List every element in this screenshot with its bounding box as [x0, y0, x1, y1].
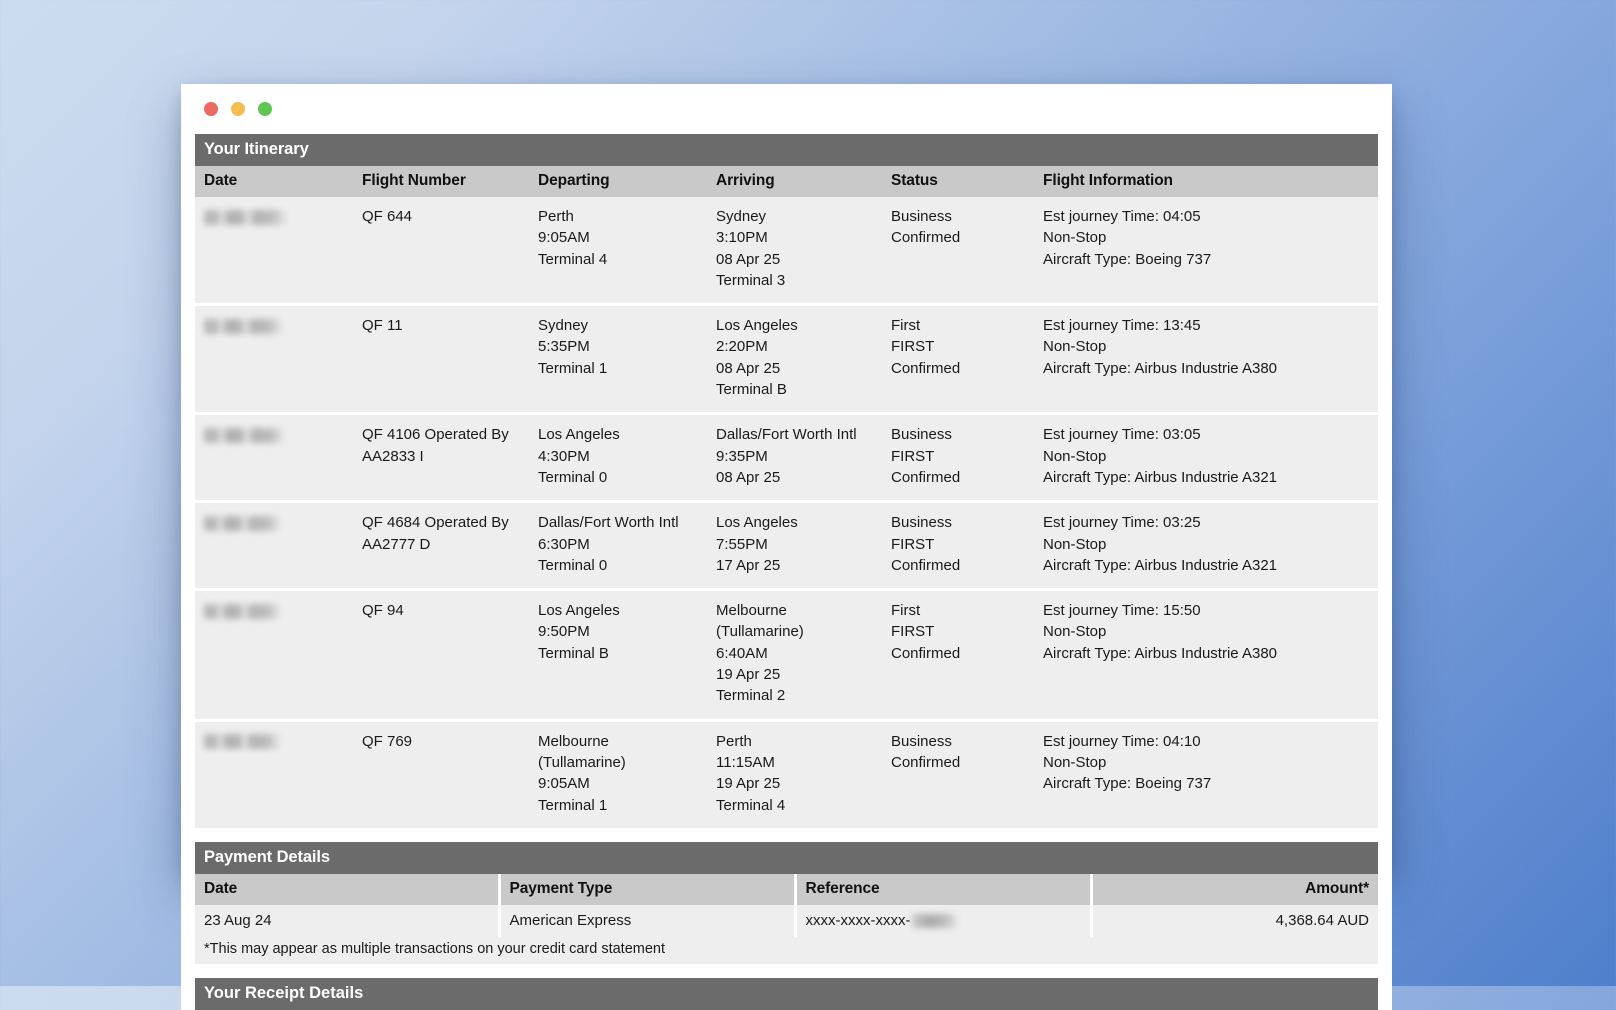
itinerary-arriving-line: Sydney [716, 208, 767, 225]
minimize-window-icon[interactable] [231, 102, 245, 116]
itinerary-arriving-line: (Tullamarine) [716, 623, 804, 641]
payment-date-value: 23 Aug 24 [195, 905, 499, 937]
itinerary-flight-information-line: Non-Stop [1043, 623, 1107, 641]
itinerary-departing-line: Dallas/Fort Worth Intl [538, 514, 679, 532]
itinerary-flight-number-line: AA2833 I [362, 447, 424, 465]
itinerary-flight-number-line: QF 94 [362, 602, 404, 620]
itinerary-date-redacted [204, 428, 284, 443]
itinerary-status-line: Business [891, 426, 952, 444]
payment-table [195, 874, 1378, 937]
payment-section [195, 842, 1378, 964]
itinerary-arriving [707, 305, 882, 414]
payment-col-type: Payment Type [499, 874, 795, 905]
itinerary-departing-line: Terminal 1 [538, 796, 608, 814]
itinerary-departing-line: Los Angeles [538, 426, 620, 444]
itinerary-flight-information-line: Est journey Time: 03:25 [1043, 514, 1201, 532]
itinerary-date-cell [195, 590, 353, 720]
itinerary-departing-line: Sydney [538, 317, 589, 335]
itinerary-row [195, 720, 1378, 828]
itinerary-departing-line: 4:30PM [538, 447, 590, 465]
itinerary-date-redacted [204, 319, 282, 334]
itinerary-flight-information-line: Non-Stop [1043, 447, 1107, 465]
itinerary-arriving-line: Dallas/Fort Worth Intl [716, 426, 857, 444]
itinerary-flight-information [1034, 590, 1378, 720]
itinerary-departing [529, 197, 707, 305]
itinerary-flight-number-line: QF 644 [362, 208, 413, 225]
itinerary-flight-information-line: Aircraft Type: Airbus Industrie A380 [1043, 644, 1278, 662]
itinerary-flight-number-line: QF 769 [362, 732, 413, 750]
itinerary-flight-number [353, 502, 529, 590]
itinerary-departing-line: 9:05AM [538, 775, 590, 793]
itinerary-flight-information-line: Est journey Time: 13:45 [1043, 317, 1201, 335]
window-titlebar [181, 84, 1392, 134]
payment-reference-redacted [912, 914, 956, 928]
itinerary-arriving [707, 502, 882, 590]
itinerary-arriving [707, 590, 882, 720]
payment-col-date: Date [195, 874, 499, 905]
itinerary-arriving-line: 3:10PM [716, 229, 768, 247]
itinerary-date-cell [195, 305, 353, 414]
itinerary-date-redacted [204, 210, 286, 225]
itinerary-flight-information [1034, 305, 1378, 414]
itinerary-date-cell [195, 197, 353, 305]
itinerary-status [882, 720, 1034, 828]
itinerary-arriving-line: 08 Apr 25 [716, 250, 781, 268]
itinerary-departing-line: Terminal B [538, 644, 609, 662]
itinerary-flight-number [353, 197, 529, 305]
itinerary-flight-information [1034, 197, 1378, 305]
itinerary-flight-information-line: Aircraft Type: Boeing 737 [1043, 250, 1212, 268]
itinerary-arriving-line: 7:55PM [716, 535, 768, 553]
itinerary-status-line: FIRST [891, 338, 935, 356]
payment-col-amount: Amount* [1091, 874, 1378, 905]
itinerary-date-redacted [204, 516, 280, 531]
itinerary-arriving [707, 197, 882, 305]
itinerary-status-line: Business [891, 732, 952, 750]
itinerary-departing [529, 590, 707, 720]
itinerary-section-title: Your Itinerary [195, 134, 1378, 166]
receipt-document [181, 134, 1392, 1010]
itinerary-col-departing: Departing [529, 166, 707, 197]
itinerary-date-cell [195, 720, 353, 828]
itinerary-status [882, 590, 1034, 720]
itinerary-row [195, 590, 1378, 720]
itinerary-row [195, 197, 1378, 305]
itinerary-arriving-line: 9:35PM [716, 447, 768, 465]
itinerary-departing-line: Melbourne [538, 732, 609, 750]
itinerary-status-line: Confirmed [891, 753, 961, 771]
maximize-window-icon[interactable] [258, 102, 272, 116]
close-window-icon[interactable] [204, 102, 218, 116]
itinerary-header-row [195, 166, 1378, 197]
itinerary-date-redacted [204, 604, 280, 619]
itinerary-status-line: Confirmed [891, 359, 961, 377]
itinerary-status-line: Confirmed [891, 229, 961, 247]
payment-row [195, 905, 1378, 937]
itinerary-departing-line: Terminal 0 [538, 468, 608, 486]
itinerary-flight-information-line: Aircraft Type: Airbus Industrie A380 [1043, 359, 1278, 377]
payment-reference-prefix: xxxx-xxxx-xxxx- [805, 911, 911, 929]
itinerary-flight-information-line: Non-Stop [1043, 535, 1107, 553]
itinerary-status-line: FIRST [891, 623, 935, 641]
itinerary-flight-information-line: Non-Stop [1043, 229, 1107, 247]
itinerary-flight-number-line: QF 11 [362, 317, 403, 335]
itinerary-status-line: Confirmed [891, 644, 961, 662]
itinerary-departing-line: Terminal 1 [538, 359, 608, 377]
itinerary-date-cell [195, 502, 353, 590]
itinerary-arriving-line: Terminal 2 [716, 687, 786, 705]
itinerary-departing-line: Los Angeles [538, 602, 620, 620]
itinerary-flight-information [1034, 502, 1378, 590]
itinerary-arriving-line: 19 Apr 25 [716, 666, 781, 684]
itinerary-flight-number-line: AA2777 D [362, 535, 431, 553]
receipt-section-title: Your Receipt Details [195, 978, 1378, 1010]
itinerary-flight-number [353, 414, 529, 502]
application-window [181, 84, 1392, 1002]
itinerary-departing [529, 414, 707, 502]
itinerary-arriving-line: Los Angeles [716, 317, 798, 335]
itinerary-flight-information-line: Est journey Time: 03:05 [1043, 426, 1201, 444]
receipt-section [195, 978, 1378, 1010]
itinerary-row [195, 305, 1378, 414]
payment-type-value: American Express [499, 905, 795, 937]
itinerary-status-line: Business [891, 208, 952, 225]
itinerary-status [882, 197, 1034, 305]
itinerary-departing-line: 9:50PM [538, 623, 590, 641]
itinerary-arriving-line: 08 Apr 25 [716, 468, 781, 486]
itinerary-status-line: FIRST [891, 447, 935, 465]
itinerary-table [195, 166, 1378, 828]
itinerary-flight-information-line: Est journey Time: 04:05 [1043, 208, 1201, 225]
itinerary-departing-line: (Tullamarine) [538, 753, 626, 771]
itinerary-flight-number [353, 720, 529, 828]
itinerary-row [195, 414, 1378, 502]
itinerary-arriving-line: Terminal 4 [716, 796, 786, 814]
itinerary-departing-line: Perth [538, 208, 574, 225]
itinerary-arriving-line: Terminal B [716, 381, 787, 399]
payment-col-reference: Reference [795, 874, 1091, 905]
itinerary-arriving-line: Los Angeles [716, 514, 798, 532]
itinerary-row [195, 502, 1378, 590]
itinerary-arriving-line: 19 Apr 25 [716, 775, 781, 793]
itinerary-body [195, 197, 1378, 828]
payment-amount-value: 4,368.64 AUD [1091, 905, 1378, 937]
itinerary-col-flight-information: Flight Information [1034, 166, 1378, 197]
itinerary-arriving-line: 08 Apr 25 [716, 359, 781, 377]
itinerary-arriving-line: 17 Apr 25 [716, 556, 781, 574]
itinerary-flight-information-line: Aircraft Type: Airbus Industrie A321 [1043, 468, 1278, 486]
itinerary-col-status: Status [882, 166, 1034, 197]
itinerary-arriving [707, 720, 882, 828]
itinerary-arriving-line: 2:20PM [716, 338, 768, 356]
itinerary-arriving-line: Terminal 3 [716, 271, 786, 289]
itinerary-status [882, 502, 1034, 590]
itinerary-date-redacted [204, 734, 280, 749]
itinerary-flight-information-line: Non-Stop [1043, 338, 1107, 356]
itinerary-flight-information-line: Aircraft Type: Airbus Industrie A321 [1043, 556, 1278, 574]
payment-section-title: Payment Details [195, 842, 1378, 874]
itinerary-departing-line: 9:05AM [538, 229, 590, 247]
itinerary-status [882, 305, 1034, 414]
payment-header-row [195, 874, 1378, 905]
itinerary-arriving-line: Melbourne [716, 602, 787, 620]
itinerary-flight-information [1034, 414, 1378, 502]
itinerary-status-line: FIRST [891, 535, 935, 553]
itinerary-arriving [707, 414, 882, 502]
itinerary-departing-line: Terminal 4 [538, 250, 608, 268]
itinerary-status-line: First [891, 317, 921, 335]
itinerary-flight-number-line: QF 4684 Operated By [362, 514, 509, 532]
itinerary-flight-number [353, 305, 529, 414]
itinerary-arriving-line: 11:15AM [716, 753, 775, 771]
itinerary-departing [529, 502, 707, 590]
itinerary-departing [529, 720, 707, 828]
itinerary-status [882, 414, 1034, 502]
itinerary-flight-number [353, 590, 529, 720]
itinerary-status-line: First [891, 602, 921, 620]
itinerary-arriving-line: Perth [716, 732, 752, 750]
itinerary-flight-information-line: Non-Stop [1043, 753, 1107, 771]
itinerary-flight-information [1034, 720, 1378, 828]
itinerary-departing-line: 6:30PM [538, 535, 590, 553]
itinerary-col-flight-number: Flight Number [353, 166, 529, 197]
payment-disclaimer-note: *This may appear as multiple transactions on your credit card statement [195, 937, 1378, 964]
itinerary-status-line: Confirmed [891, 468, 961, 486]
itinerary-departing-line: 5:35PM [538, 338, 590, 356]
itinerary-col-arriving: Arriving [707, 166, 882, 197]
itinerary-arriving-line: 6:40AM [716, 644, 768, 662]
itinerary-status-line: Business [891, 514, 952, 532]
itinerary-flight-information-line: Aircraft Type: Boeing 737 [1043, 775, 1212, 793]
payment-reference-value [795, 905, 1091, 937]
itinerary-status-line: Confirmed [891, 556, 961, 574]
itinerary-flight-information-line: Est journey Time: 04:10 [1043, 732, 1201, 750]
itinerary-departing [529, 305, 707, 414]
itinerary-flight-information-line: Est journey Time: 15:50 [1043, 602, 1201, 620]
itinerary-col-date: Date [195, 166, 353, 197]
itinerary-date-cell [195, 414, 353, 502]
itinerary-flight-number-line: QF 4106 Operated By [362, 426, 509, 444]
itinerary-departing-line: Terminal 0 [538, 556, 608, 574]
